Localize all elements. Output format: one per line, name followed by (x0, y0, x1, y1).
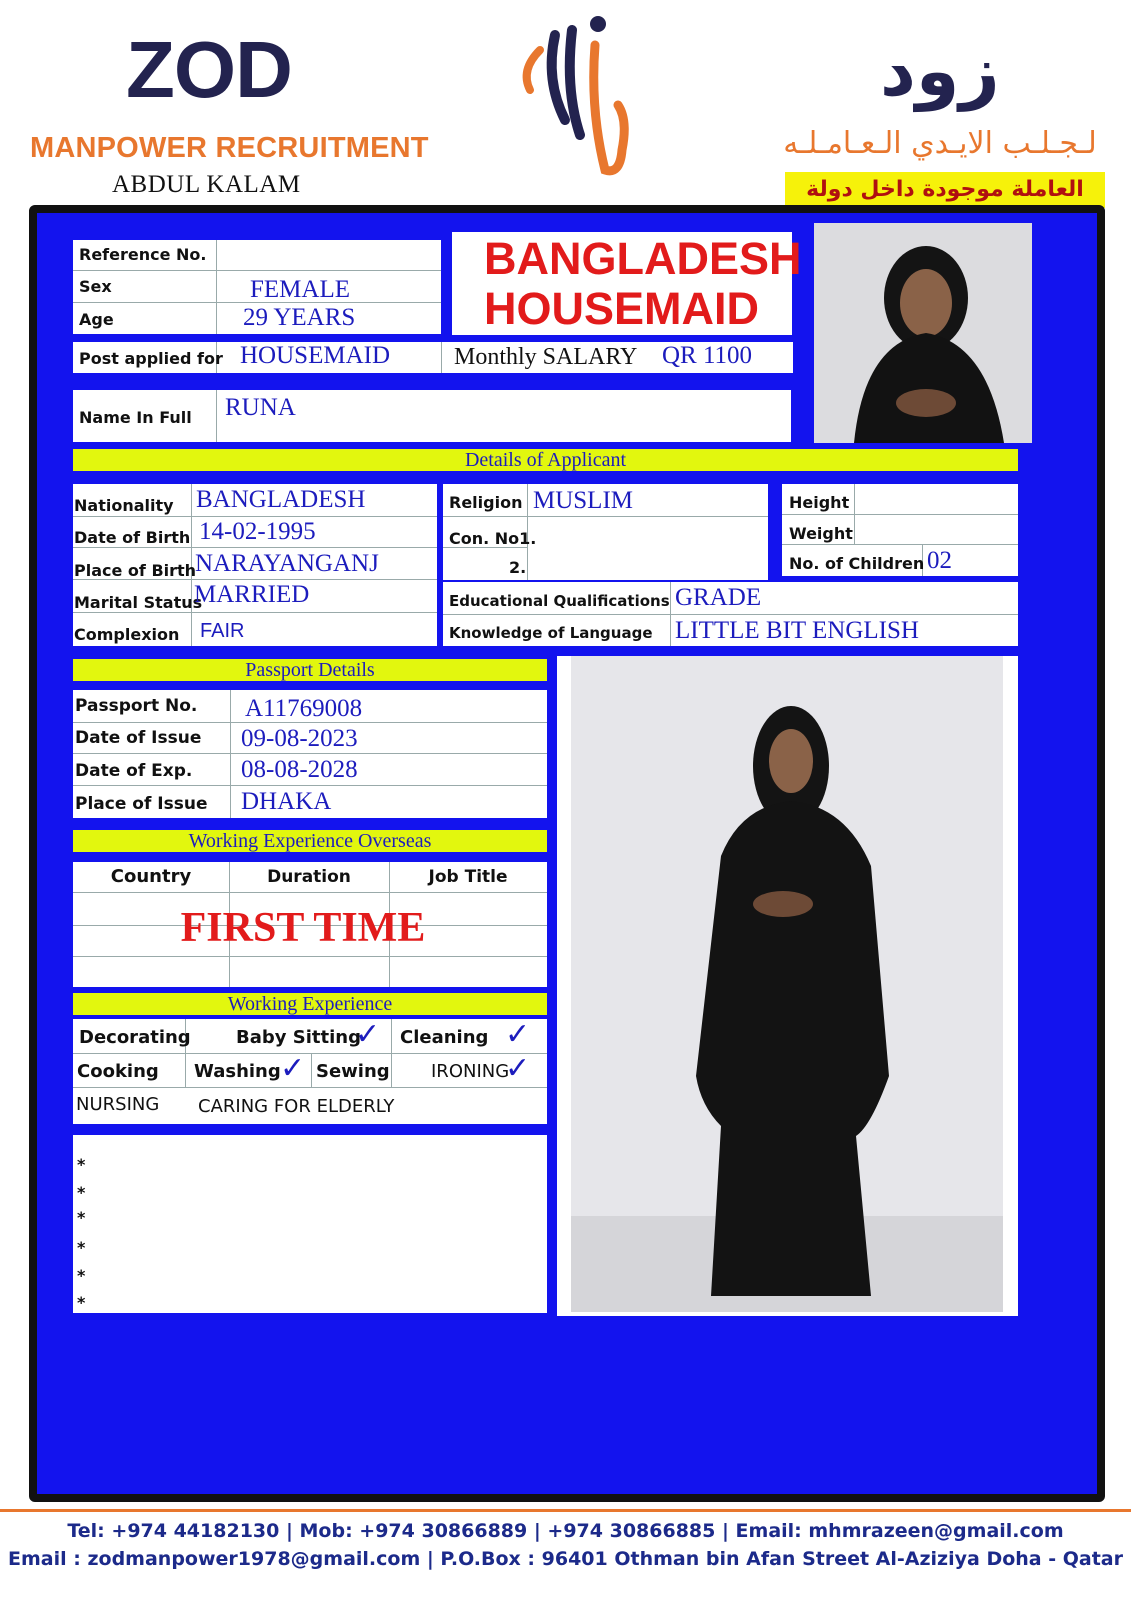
arabic-subtitle: لـجـلـب الايـدي الـعـامـلـه (783, 126, 1097, 161)
skill-washing: Washing (194, 1061, 281, 1082)
contact1-label: Con. No1. (449, 529, 537, 548)
weight-label: Weight (789, 524, 853, 543)
arabic-brand-logo: زود (880, 30, 1000, 112)
religion-value: MUSLIM (533, 487, 634, 514)
religion-label: Religion (449, 493, 523, 512)
marital-value: MARRIED (194, 581, 310, 608)
height-label: Height (789, 493, 850, 512)
sex-value: FEMALE (250, 276, 350, 303)
age-label: Age (79, 310, 114, 329)
salary-value: QR 1100 (662, 342, 753, 369)
sex-label: Sex (79, 277, 112, 296)
details-middle-box (443, 484, 768, 580)
cleaning-check-icon: ✓ (505, 1017, 531, 1052)
skill-cleaning: Cleaning (400, 1027, 489, 1048)
issue-date-value: 09-08-2023 (241, 725, 358, 752)
language-value: LITTLE BIT ENGLISH (675, 617, 919, 644)
dob-value: 14-02-1995 (199, 518, 316, 545)
expiry-date-value: 08-08-2028 (241, 756, 358, 783)
skill-baby-sitting: Baby Sitting (236, 1027, 361, 1048)
note-bullet: * (77, 1155, 86, 1174)
marital-label: Marital Status (74, 593, 203, 612)
overseas-table (73, 862, 547, 987)
note-bullet: * (77, 1238, 86, 1257)
post-salary-row (73, 342, 793, 373)
post-value: HOUSEMAID (240, 342, 390, 369)
reference-label: Reference No. (79, 245, 207, 264)
dob-label: Date of Birth (74, 528, 191, 547)
details-left-box (73, 484, 437, 646)
top-info-box (73, 240, 441, 334)
full-length-photo (571, 656, 1003, 1312)
skill-nursing: NURSING (76, 1094, 160, 1115)
skill-decorating: Decorating (79, 1027, 191, 1048)
portrait-photo (814, 223, 1032, 443)
children-label: No. of Children (789, 554, 925, 573)
title-country: BANGLADESH (484, 233, 802, 284)
footer-contact-line: Tel: +974 44182130 | Mob: +974 30866889 | +974 30866885 | Email: mhmrazeen@gmail.com (67, 1520, 1064, 1542)
notes-box (73, 1135, 547, 1313)
passport-no-value: A11769008 (245, 695, 363, 722)
pob-value: NARAYANGANJ (195, 550, 379, 577)
person-full-body-icon (571, 656, 1003, 1312)
experience-heading: Working Experience (73, 993, 547, 1015)
ironing-check-icon: ✓ (505, 1051, 531, 1086)
nationality-label: Nationality (74, 496, 174, 515)
col-duration: Duration (267, 867, 351, 887)
education-label: Educational Qualifications (449, 592, 670, 610)
name-row (73, 390, 791, 442)
pob-label: Place of Birth (74, 561, 197, 580)
skill-sewing: Sewing (316, 1061, 390, 1082)
brand-person-name: ABDUL KALAM (112, 171, 301, 198)
note-bullet: * (77, 1183, 86, 1202)
title-box (452, 232, 802, 335)
washing-check-icon: ✓ (280, 1051, 306, 1086)
note-bullet: * (77, 1266, 86, 1285)
skill-ironing: IRONING (431, 1061, 510, 1082)
education-value: GRADE (675, 584, 762, 611)
skill-cooking: Cooking (77, 1061, 159, 1082)
brand-logo-icon (510, 10, 645, 185)
experience-grid (73, 1019, 547, 1124)
passport-heading: Passport Details (73, 659, 547, 681)
person-silhouette-icon (814, 223, 1032, 443)
brand-logo-text: ZOD (126, 25, 292, 114)
baby-sitting-check-icon: ✓ (355, 1017, 381, 1052)
salary-label: Monthly SALARY (454, 344, 638, 370)
overseas-heading: Working Experience Overseas (73, 830, 547, 852)
details-heading: Details of Applicant (73, 449, 1018, 471)
nationality-value: BANGLADESH (196, 486, 366, 513)
col-job-title: Job Title (428, 867, 508, 887)
language-label: Knowledge of Language (449, 624, 653, 642)
issue-date-label: Date of Issue (75, 728, 202, 748)
name-label: Name In Full (79, 408, 192, 427)
footer-address-line: Email : zodmanpower1978@gmail.com | P.O.Box : 96401 Othman bin Afan Street Al-Aziziya Doha - Qatar (8, 1548, 1123, 1570)
footer-divider (0, 1509, 1131, 1512)
title-position: HOUSEMAID (484, 283, 760, 334)
issue-place-label: Place of Issue (75, 794, 208, 814)
issue-place-value: DHAKA (241, 788, 332, 815)
post-label: Post applied for (79, 349, 223, 368)
complexion-value: FAIR (200, 620, 245, 642)
brand-subtitle: MANPOWER RECRUITMENT (30, 132, 429, 164)
skill-caring-elderly: CARING FOR ELDERLY (198, 1096, 395, 1117)
children-value: 02 (927, 547, 952, 574)
education-language-box (443, 582, 1018, 646)
details-right-box (782, 484, 1018, 576)
arabic-availability-notice: العاملة موجودة داخل دولة (785, 172, 1105, 208)
passport-no-label: Passport No. (75, 696, 198, 716)
note-bullet: * (77, 1208, 86, 1227)
passport-box (73, 690, 547, 818)
contact2-label: 2. (509, 558, 527, 577)
first-time-stamp: FIRST TIME (180, 905, 426, 951)
note-bullet: * (77, 1293, 86, 1312)
full-length-photo-frame (557, 656, 1018, 1316)
complexion-label: Complexion (74, 625, 180, 644)
col-country: Country (110, 866, 192, 887)
name-value: RUNA (225, 394, 296, 421)
age-value: 29 YEARS (243, 304, 356, 331)
expiry-date-label: Date of Exp. (75, 761, 193, 781)
